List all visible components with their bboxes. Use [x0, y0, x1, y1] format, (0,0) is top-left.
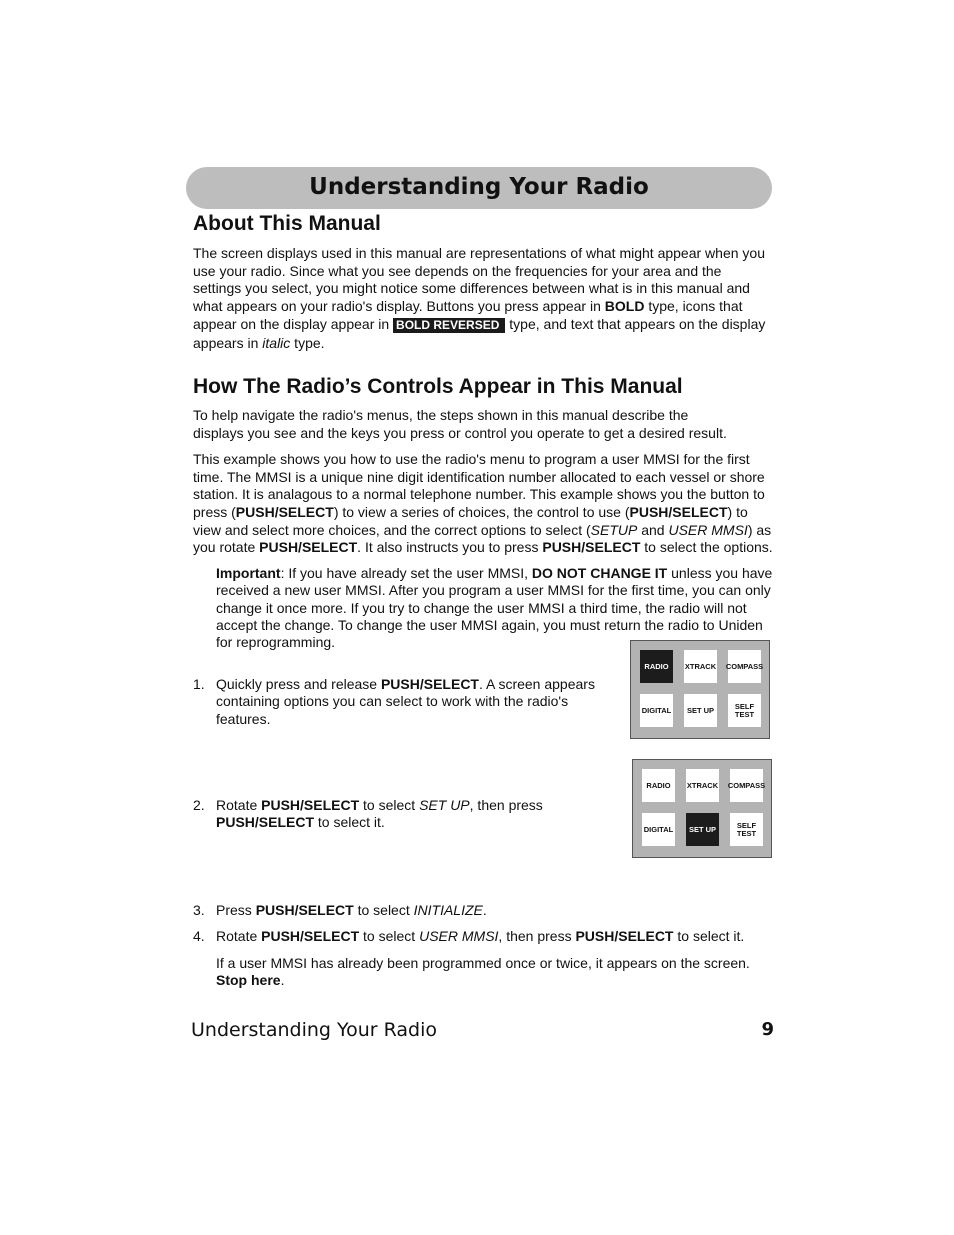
step-1: 1. Quickly press and release PUSH/SELECT. A screen appears containing options you can select to work with the radio's features. — [193, 676, 595, 727]
section-heading-about: About This Manual — [193, 212, 381, 235]
footer-title: Understanding Your Radio — [191, 1019, 438, 1041]
step-4: 4. Rotate PUSH/SELECT to select USER MMSI, then press PUSH/SELECT to select it. — [193, 928, 745, 944]
self-test-icon: SELF TEST — [728, 694, 761, 727]
controls-paragraph: To help navigate the radio's menus, the steps shown in this manual describe the displays you see and the keys you press or control you operate to get a desired result. — [193, 407, 727, 441]
radio-icon: RADIO — [640, 650, 673, 683]
page-number: 9 — [761, 1019, 774, 1040]
step-3: 3. Press PUSH/SELECT to select INITIALIZE. — [193, 902, 487, 918]
page-banner — [186, 167, 772, 209]
digital-icon: DIGITAL — [642, 813, 675, 846]
step-2: 2. Rotate PUSH/SELECT to select SET UP, then press PUSH/SELECT to select it. — [193, 797, 543, 831]
digital-icon: DIGITAL — [640, 694, 673, 727]
setup-icon: SET UP — [686, 813, 719, 846]
self-test-icon: SELF TEST — [730, 813, 763, 846]
xtrack-icon: XTRACK — [686, 769, 719, 802]
compass-icon: COMPASS — [728, 650, 761, 683]
example-paragraph: This example shows you how to use the radio's menu to program a user MMSI for the first time. The MMSI is a unique nine digit identification number allocated to each vessel or shore station. It is analagous to a normal telephone number. This example shows you the button to press (PUSH/SELECT) to view a series of choices, the control to use (PUSH/SELECT) to view and select more choices, and the correct options to select (SETUP and USER MMSI) as you rotate PUSH/SELECT. It also instructs you to press PUSH/SELECT to select the options. — [193, 450, 773, 556]
section-heading-controls: How The Radio’s Controls Appear in This Manual — [193, 375, 683, 399]
menu-screen-setup-selected — [632, 759, 772, 858]
important-note: Important: If you have already set the user MMSI, DO NOT CHANGE IT unless you have received a new user MMSI. After you program a user MMSI for the first time, you can only change it once more. If you try to change the user MMSI a third time, the radio will not accept the change. To change the user MMSI again, you must return the radio to Uniden for reprogramming. — [216, 565, 773, 651]
xtrack-icon: XTRACK — [684, 650, 717, 683]
radio-icon: RADIO — [642, 769, 675, 802]
about-paragraph: The screen displays used in this manual are representations of what might appear when you use your radio. Since what you see depends on the frequencies for your area and the settings you select, you might notice some differences between what is in this manual and what appears on your radio's display. Buttons you press appear in BOLD type, icons that appear on the display appear in BOLD REVERSED type, and text that appears on the display appears in italic type. — [193, 245, 766, 351]
page-title: Understanding Your Radio — [309, 174, 649, 200]
stop-note: If a user MMSI has already been programmed once or twice, it appears on the screen. Stop here. — [216, 955, 750, 989]
setup-icon: SET UP — [684, 694, 717, 727]
bold-reversed-sample: BOLD REVERSED — [393, 318, 505, 333]
page-footer — [191, 1019, 774, 1041]
compass-icon: COMPASS — [730, 769, 763, 802]
main-content — [193, 210, 773, 652]
menu-screen-radio-selected — [630, 640, 770, 739]
